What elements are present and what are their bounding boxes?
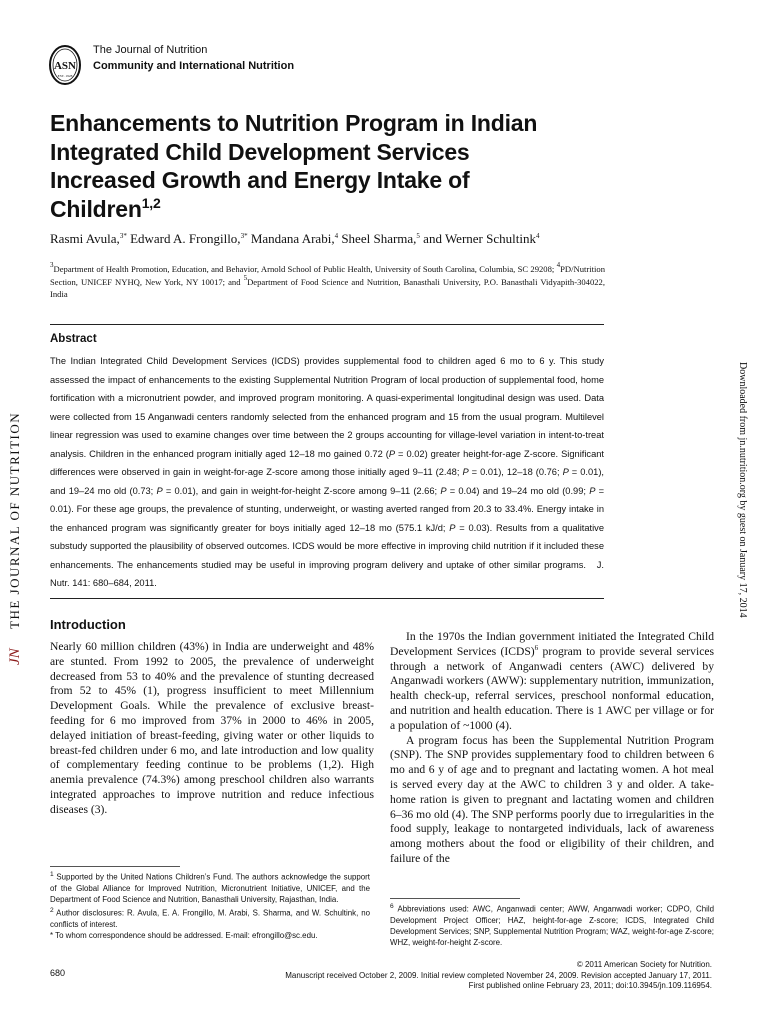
- author-affil-ref: 3*: [119, 232, 127, 240]
- received-line: Manuscript received October 2, 2009. Initial review completed November 24, 2009. Revision accepted January 17, 2011.: [285, 971, 712, 980]
- abstract-p: P: [462, 467, 469, 477]
- svg-text:EST. 1928: EST. 1928: [57, 74, 73, 78]
- author: Rasmi Avula,: [50, 231, 120, 246]
- footnote-text: To whom correspondence should be addressed. E-mail: efrongillo@sc.edu.: [53, 931, 318, 941]
- download-notice: [735, 360, 753, 660]
- author: Mandana Arabi,: [247, 231, 335, 246]
- abstract-bottom-rule: [50, 598, 604, 599]
- journal-name: The Journal of Nutrition: [93, 44, 208, 56]
- footnote: [50, 905, 370, 930]
- intro-column-right: [390, 630, 714, 867]
- abstract-p: P: [388, 448, 396, 459]
- footnote-text: Supported by the United Nations Children’s Fund. The authors acknowledge the support of the Global Alliance for Improved Nutrition, Micronutrient Initiative, UNICEF, and the Department of Food Science and Nutrition, Banasthali University, Rajasthan, India.: [50, 872, 370, 905]
- affiliation: Department of Food Science and Nutrition, Banasthali University, P.O. Banasthali Vidyapith-304022, India: [50, 276, 606, 299]
- footnote-text: Abbreviations used: AWC, Anganwadi center; AWW, Anganwadi worker; CDPO, Child Development Project Officer; HAZ, height-for-age Z-score; ICDS, Integrated Child Development Services; SNP, Supplemental Nutrition Program; WAZ, weight-for-age Z-score; WHZ, weight-for-height Z-score.: [390, 904, 714, 948]
- abstract-seg: The Indian Integrated Child Development Services (ICDS) provides supplemental food to children aged 6 mo to 6 y. This study assessed the impact of enhancements to the existing Supplemental Nutrition Program of local production of supplemental food, home fortification with a micronutrient powder, and improved program monitoring. A quasi-experimental longitudinal design was used. Data were collected from 15 Anganwadi centers randomly selected from the enhanced program and 15 from the usual program. Multilevel linear regression was used to examine changes over time between the 2 groups accounting for village-level variation in intent-to-treat analysis. Children in the enhanced program initially aged 12–18 mo gained 0.72 (: [50, 356, 604, 459]
- footnote-marker: *: [50, 931, 54, 941]
- paragraph: [390, 630, 714, 734]
- footnote-rule: [50, 866, 180, 867]
- abstract-p: P: [449, 522, 456, 533]
- affiliation: Department of Health Promotion, Education, and Behavior, Arnold School of Public Health, University of South Carolina, Columbia, SC 29208;: [53, 264, 557, 274]
- footnote-rule: [390, 898, 520, 899]
- journal-caps-text: THE JOURNAL OF NUTRITION: [7, 411, 22, 629]
- abstract-top-rule: [50, 324, 604, 325]
- abstract-seg: = 0.01). For these age groups, the prevalence of stunting, underweight, or wasting averted ranged from 20.3 to 33.4%. Energy intake in the enhanced program was significantly greater for boys initially aged 12–18 mo (575.1 kJ/d;: [50, 485, 605, 533]
- article-title-text: Enhancements to Nutrition Program in Indian Integrated Child Development Services Increased Growth and Energy Intake of Children: [50, 110, 538, 222]
- abstract-seg: = 0.01), and gain in weight-for-height Z-score among 9–11 (2.66;: [162, 485, 441, 496]
- abstract-p: P: [156, 485, 163, 496]
- affiliation: PD/Nutrition Section, UNICEF NYHQ, New York, NY 10017; and: [50, 264, 605, 287]
- abstract-seg: = 0.04) and 19–24 mo old (0.99;: [446, 485, 590, 496]
- section-name: Community and International Nutrition: [93, 60, 295, 72]
- journal-side-banner: [4, 377, 24, 667]
- footnote: [50, 869, 370, 905]
- introduction-heading: Introduction: [50, 617, 126, 632]
- abstract-seg: = 0.03). Results from a qualitative substudy supported the plausibility of observed outcomes. ICDS would be more effective in improving child nutrition if it included these enhancements. The enhancements studied may be useful in improving program delivery and uptake of other similar programs.: [50, 522, 604, 570]
- footnotes-left: [50, 869, 370, 941]
- author-affil-ref: 5: [416, 232, 420, 240]
- jn-mark: JN: [7, 648, 23, 665]
- para-seg: In the 1970s the Indian government initiated the Integrated Child Development Services (ICDS): [390, 630, 714, 658]
- citation: J. Nutr. 141: 680–684, 2011.: [50, 559, 605, 588]
- footnote-marker: 2: [50, 907, 54, 915]
- author-affil-ref: 4: [334, 232, 339, 240]
- asn-logo-text: ASN: [53, 60, 77, 72]
- abstract-heading: Abstract: [50, 333, 97, 345]
- affil-marker: 5: [243, 273, 248, 282]
- abstract-p: P: [440, 485, 447, 496]
- author-affil-ref: 3*: [240, 232, 248, 240]
- footnote-text: Author disclosures: R. Avula, E. A. Frongillo, M. Arabi, S. Sharma, and W. Schultink, no conflicts of interest.: [50, 908, 370, 930]
- download-notice-text: Downloaded from jn.nutrition.org by guest on January 17, 2014: [737, 362, 748, 618]
- abstract-text: [50, 352, 604, 593]
- author-list: [50, 231, 610, 247]
- para-seg: program to provide several services through a network of Anganwadi centers (AWC) delivered by Anganwadi workers (AWW): supplementary nutrition, immunization, health check-up, referral services, preschool nonformal education, and nutrition and health education. There is 1 AWC per village or for a population of ~1000 (4).: [390, 644, 714, 732]
- abstract-seg: = 0.02) greater height-for-age Z-score. Significant differences were observed in gain in weight-for-age Z-score among those initially aged 9–11 (2.48;: [50, 448, 604, 477]
- affil-marker: 4: [556, 261, 561, 269]
- title-footnote-ref: 1,2: [141, 194, 161, 211]
- affiliations: [50, 263, 605, 301]
- footnote-marker: 6: [390, 903, 394, 910]
- author: Edward A. Frongillo,: [126, 231, 241, 246]
- author: Sheel Sharma,: [338, 231, 417, 246]
- copyright: © 2011 American Society for Nutrition.: [576, 960, 712, 969]
- footnote-marker: 1: [50, 871, 54, 878]
- footnotes-right: [390, 901, 714, 948]
- published-line: First published online February 23, 2011; doi:10.3945/jn.109.116954.: [468, 981, 712, 990]
- author: and Werner Schultink: [419, 231, 536, 246]
- abstract-p: P: [562, 467, 569, 477]
- affil-marker: 3: [50, 261, 54, 269]
- paragraph: A program focus has been the Supplemental Nutrition Program (SNP). The SNP provides supplementary food to children between 6 mo and 6 y of age and to pregnant and lactating women. A hot meal is served every day at the AWC to children 3 y and older. A take-home ration is given to pregnant and lactating women and children 6–36 mo old (4). The SNP performs poorly due to irregularities in the food supply, leakage to nontargeted individuals, lack of awareness among mothers about the food or eligibility of their children, and failure of the: [390, 733, 714, 865]
- abstract-p: P: [589, 485, 596, 496]
- footnote: [50, 930, 370, 941]
- abstract-seg: = 0.01), 12–18 (0.76;: [468, 467, 563, 477]
- paragraph: Nearly 60 million children (43%) in India are underweight and 48% are stunted. From 1992 to 2005, the prevalence of underweight decreased from 53 to 40% and the prevalence of stunting decreased from 52 to 45% (1), progress insufficient to meet Millennium Development Goals. While the prevalence of exclusive breast-feeding for 6 mo improved from 37% in 2000 to 46% in 2005, delayed initiation of breast-feeding, giving water or other liquids to breast-fed children under 6 mo, and late introduction and low quality of complementary feeding continue to be problems (1,2). High anemia prevalence (74.3%) among preschool children also warrants integrated approaches to improve nutrition and reduce infectious diseases (3).: [50, 640, 374, 816]
- author-affil-ref: 4: [535, 232, 540, 240]
- abstract-seg: = 0.01), and 19–24 mo old (0.73;: [50, 467, 605, 496]
- asn-logo: [48, 44, 82, 86]
- article-title: [50, 109, 570, 223]
- footnote-ref: 6: [534, 643, 539, 652]
- footnote: [390, 901, 714, 948]
- page-number: 680: [50, 968, 66, 978]
- intro-column-left: [50, 640, 374, 818]
- manuscript-dates: [150, 971, 712, 991]
